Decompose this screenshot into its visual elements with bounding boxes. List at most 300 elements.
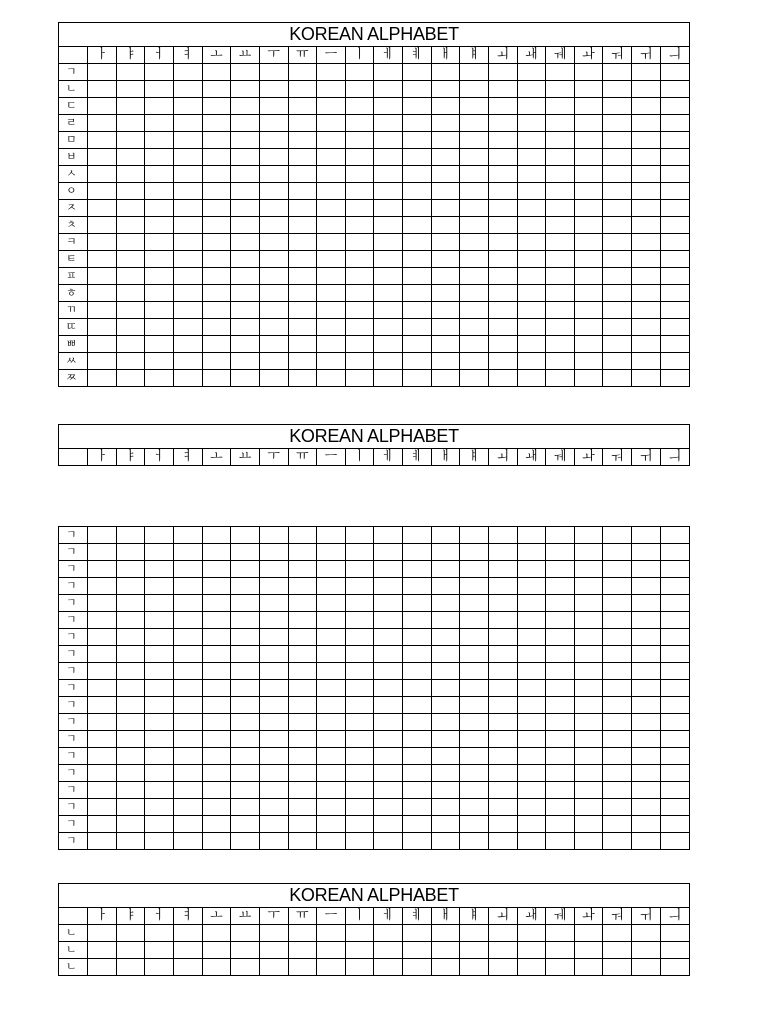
practice-cell [517,765,546,782]
practice-cell [603,748,632,765]
practice-cell [632,336,661,353]
vowel-header-cell: ㅖ [403,449,432,465]
practice-cell [632,285,661,302]
practice-cell [460,81,489,98]
practice-cell [145,663,174,680]
practice-cell [431,782,460,799]
consonant-label: ㄱ [59,64,88,81]
practice-cell [488,595,517,612]
practice-cell [403,115,432,132]
practice-cell [374,200,403,217]
practice-cell [116,234,145,251]
consonant-label: ㄱ [59,714,88,731]
practice-cell [574,353,603,370]
practice-cell [317,629,346,646]
practice-cell [460,217,489,234]
practice-cell [488,833,517,850]
practice-cell [374,799,403,816]
practice-cell [88,731,117,748]
practice-cell [603,714,632,731]
practice-cell [345,959,374,976]
practice-cell [488,925,517,942]
practice-cell [116,612,145,629]
consonant-row [59,149,689,166]
practice-cell [374,115,403,132]
practice-cell [374,527,403,544]
practice-cell [460,942,489,959]
practice-cell [288,942,317,959]
practice-cell [345,336,374,353]
practice-cell [202,748,231,765]
practice-cell [288,319,317,336]
practice-cell [546,166,575,183]
practice-cell [288,646,317,663]
practice-cell [660,578,689,595]
practice-cell [288,697,317,714]
consonant-row [59,217,689,234]
practice-cell [145,319,174,336]
practice-cell [546,183,575,200]
practice-cell [202,663,231,680]
consonant-label: ㅋ [59,234,88,251]
practice-cell [259,680,288,697]
practice-cell [88,527,117,544]
practice-cell [202,149,231,166]
practice-cell [317,319,346,336]
practice-cell [345,319,374,336]
practice-cell [288,959,317,976]
practice-cell [488,544,517,561]
practice-cell [259,765,288,782]
vowel-header-cell: ㅞ [546,908,575,925]
practice-cell [231,268,260,285]
practice-cell [660,319,689,336]
practice-cell [231,714,260,731]
practice-cell [259,959,288,976]
practice-cell [660,527,689,544]
practice-cell [288,680,317,697]
consonant-row [59,251,689,268]
practice-cell [517,166,546,183]
practice-cell [460,925,489,942]
practice-cell [403,663,432,680]
practice-cell [202,115,231,132]
practice-cell [317,942,346,959]
practice-cell [431,748,460,765]
consonant-label: ㄱ [59,527,88,544]
vowel-header-cell: ㅘ [574,47,603,64]
practice-cell [460,527,489,544]
practice-cell [460,833,489,850]
vowel-header-cell: ㅔ [374,47,403,64]
practice-cell [174,544,203,561]
practice-cell [374,353,403,370]
practice-cell [574,81,603,98]
consonant-label: ㄱ [59,578,88,595]
practice-cell [460,115,489,132]
practice-cell [174,319,203,336]
worksheet-title: KOREAN ALPHABET [59,23,689,47]
consonant-label: ㄴ [59,925,88,942]
practice-cell [317,748,346,765]
practice-cell [317,527,346,544]
practice-cell [460,183,489,200]
practice-cell [374,268,403,285]
practice-cell [574,925,603,942]
practice-cell [317,115,346,132]
practice-cell [345,680,374,697]
practice-cell [116,183,145,200]
practice-cell [517,942,546,959]
practice-cell [403,680,432,697]
practice-cell [231,561,260,578]
practice-cell [632,132,661,149]
practice-cell [403,64,432,81]
practice-cell [603,782,632,799]
practice-cell [403,942,432,959]
practice-cell [431,663,460,680]
practice-cell [345,370,374,387]
consonant-row [59,98,689,115]
practice-cell [231,217,260,234]
practice-cell [317,370,346,387]
practice-cell [288,268,317,285]
practice-cell [632,81,661,98]
practice-cell [660,285,689,302]
practice-cell [488,234,517,251]
practice-cell [88,663,117,680]
practice-cell [488,578,517,595]
practice-cell [603,925,632,942]
practice-cell [88,370,117,387]
practice-cell [403,370,432,387]
consonant-label: ㅃ [59,336,88,353]
vowel-header-cell: ㅢ [660,449,689,465]
practice-cell [431,816,460,833]
practice-cell [403,714,432,731]
practice-cell [88,595,117,612]
giyeok-practice-worksheet [58,526,690,850]
practice-cell [660,183,689,200]
practice-cell [88,544,117,561]
practice-cell [88,268,117,285]
practice-cell [574,816,603,833]
practice-cell [202,697,231,714]
practice-cell [174,302,203,319]
practice-cell [174,646,203,663]
practice-cell [317,959,346,976]
practice-cell [374,697,403,714]
practice-cell [317,336,346,353]
practice-cell [345,302,374,319]
practice-cell [259,166,288,183]
practice-cell [460,353,489,370]
corner-cell [59,449,88,465]
practice-cell [345,251,374,268]
practice-cell [431,115,460,132]
vowel-header-cell: ㅢ [660,47,689,64]
practice-cell [116,336,145,353]
practice-cell [603,663,632,680]
practice-cell [660,612,689,629]
practice-cell [517,200,546,217]
practice-cell [116,663,145,680]
practice-cell [288,714,317,731]
practice-cell [345,646,374,663]
practice-cell [202,98,231,115]
practice-cell [403,302,432,319]
practice-cell [174,98,203,115]
practice-cell [202,302,231,319]
consonant-row [59,166,689,183]
practice-cell [259,251,288,268]
practice-cell [145,200,174,217]
practice-cell [317,64,346,81]
practice-cell [345,64,374,81]
practice-cell [431,714,460,731]
practice-cell [88,612,117,629]
vowel-header-cell: ㅡ [317,908,346,925]
practice-cell [288,132,317,149]
practice-cell [259,217,288,234]
practice-cell [88,217,117,234]
practice-cell [603,544,632,561]
practice-cell [574,748,603,765]
practice-cell [546,98,575,115]
consonant-row [59,285,689,302]
practice-cell [317,183,346,200]
practice-cell [488,64,517,81]
practice-cell [202,166,231,183]
practice-cell [145,782,174,799]
practice-cell [259,612,288,629]
practice-cell [488,629,517,646]
practice-cell [660,336,689,353]
practice-cell [345,697,374,714]
practice-cell [231,115,260,132]
vowel-header-cell: ㅑ [116,449,145,465]
practice-cell [574,234,603,251]
practice-cell [88,149,117,166]
practice-cell [88,302,117,319]
practice-cell [546,285,575,302]
vowel-header-cell: ㅝ [603,47,632,64]
practice-cell [174,166,203,183]
consonant-row [59,731,689,748]
practice-cell [403,268,432,285]
vowel-header-row [59,449,689,465]
practice-cell [460,663,489,680]
practice-cell [574,663,603,680]
practice-cell [116,132,145,149]
practice-cell [574,714,603,731]
practice-cell [488,302,517,319]
practice-cell [202,646,231,663]
practice-cell [660,646,689,663]
practice-cell [231,319,260,336]
practice-cell [116,629,145,646]
consonant-row [59,925,689,942]
practice-cell [145,234,174,251]
practice-cell [88,285,117,302]
practice-cell [231,251,260,268]
vowel-header-cell: ㅞ [546,449,575,465]
practice-cell [259,629,288,646]
practice-cell [288,663,317,680]
consonant-label: ㄴ [59,81,88,98]
practice-cell [660,561,689,578]
practice-cell [202,285,231,302]
practice-cell [574,183,603,200]
practice-cell [231,81,260,98]
practice-cell [574,268,603,285]
consonant-label: ㄱ [59,782,88,799]
practice-cell [145,595,174,612]
consonant-label: ㄱ [59,595,88,612]
vowel-header-cell: ㅒ [460,908,489,925]
vowel-header-cell: ㅓ [145,449,174,465]
practice-cell [259,319,288,336]
practice-cell [259,595,288,612]
practice-cell [660,925,689,942]
practice-cell [517,285,546,302]
vowel-header-cell: ㅚ [488,908,517,925]
consonant-row [59,115,689,132]
practice-cell [88,166,117,183]
practice-cell [403,149,432,166]
practice-cell [202,731,231,748]
practice-cell [460,200,489,217]
practice-cell [574,319,603,336]
practice-cell [145,799,174,816]
practice-cell [574,149,603,166]
practice-cell [603,302,632,319]
practice-cell [517,319,546,336]
practice-cell [431,98,460,115]
practice-cell [374,285,403,302]
practice-cell [145,646,174,663]
practice-cell [374,319,403,336]
practice-cell [517,925,546,942]
practice-cell [431,959,460,976]
practice-cell [517,132,546,149]
practice-cell [288,748,317,765]
vowel-header-cell: ㅢ [660,908,689,925]
practice-cell [288,234,317,251]
practice-cell [116,527,145,544]
practice-cell [202,132,231,149]
practice-cell [145,81,174,98]
consonant-label: ㄱ [59,816,88,833]
practice-cell [632,816,661,833]
practice-cell [231,336,260,353]
practice-cell [517,663,546,680]
practice-cell [460,336,489,353]
practice-cell [317,714,346,731]
practice-cell [460,765,489,782]
practice-cell [431,81,460,98]
consonant-label: ㄱ [59,748,88,765]
practice-cell [403,544,432,561]
practice-cell [546,799,575,816]
practice-cell [546,268,575,285]
practice-cell [116,959,145,976]
practice-cell [259,799,288,816]
practice-cell [632,731,661,748]
practice-cell [231,544,260,561]
practice-cell [660,370,689,387]
practice-cell [231,833,260,850]
practice-cell [202,527,231,544]
practice-cell [431,629,460,646]
practice-cell [202,544,231,561]
practice-cell [574,64,603,81]
practice-cell [259,353,288,370]
practice-cell [345,353,374,370]
practice-cell [317,799,346,816]
practice-cell [660,959,689,976]
practice-cell [431,595,460,612]
practice-cell [460,816,489,833]
practice-cell [202,200,231,217]
practice-cell [288,561,317,578]
practice-cell [88,629,117,646]
practice-cell [145,64,174,81]
practice-cell [202,336,231,353]
practice-cell [174,799,203,816]
practice-cell [345,81,374,98]
practice-cell [488,748,517,765]
practice-cell [345,217,374,234]
practice-cell [603,816,632,833]
practice-cell [488,353,517,370]
consonant-label: ㄱ [59,697,88,714]
vowel-header-cell: ㅓ [145,908,174,925]
practice-cell [517,183,546,200]
practice-cell [374,81,403,98]
practice-cell [574,833,603,850]
practice-cell [460,234,489,251]
practice-cell [259,132,288,149]
practice-cell [517,370,546,387]
practice-cell [574,200,603,217]
practice-cell [488,251,517,268]
practice-cell [603,680,632,697]
practice-cell [603,833,632,850]
practice-cell [632,183,661,200]
practice-cell [488,98,517,115]
practice-cell [374,595,403,612]
practice-cell [403,285,432,302]
practice-cell [488,697,517,714]
practice-cell [231,200,260,217]
practice-cell [145,217,174,234]
practice-cell [345,595,374,612]
practice-cell [374,942,403,959]
practice-cell [488,319,517,336]
consonant-row [59,782,689,799]
practice-cell [374,561,403,578]
practice-cell [603,234,632,251]
practice-cell [145,629,174,646]
header-only-worksheet [58,424,690,466]
practice-cell [517,833,546,850]
practice-cell [174,200,203,217]
practice-cell [317,149,346,166]
practice-cell [574,765,603,782]
practice-cell [603,183,632,200]
practice-cell [574,731,603,748]
